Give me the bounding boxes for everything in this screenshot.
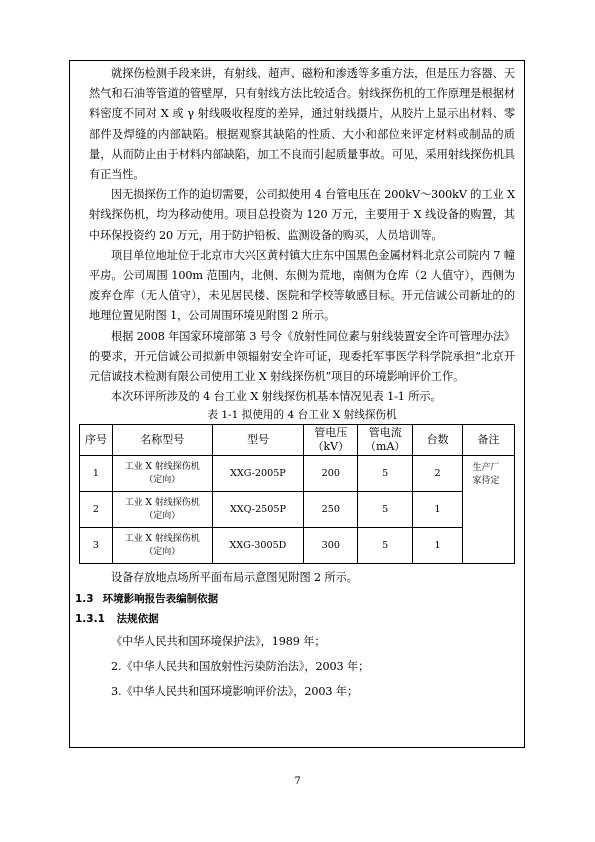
header-note: 备注 [463, 425, 515, 456]
header-model: 型号 [212, 425, 304, 456]
paragraph-3: 项目单位地址位于北京市大兴区黄村镇大庄东中国黑色金属材料北京公司院内 7 幢平房。公司周围 100m 范围内，北侧、东侧为荒地，南侧为仓库（2 人值守），西侧为废弃仓库（无人值守），未见居民楼、医院和学校等敏感目标。开元信诚公司新址的的地理位置见附图 1，公司周围环境见附图 2 所示。 [89, 248, 515, 323]
cell-name-line2: （定向） [144, 546, 181, 557]
subsection-number: 1.3.1 [75, 612, 105, 625]
cell-name-line2: （定向） [144, 510, 181, 521]
cell-name-line2: （定向） [144, 474, 181, 485]
cell-current: 5 [358, 456, 413, 492]
section-title: 环境影响报告表编制依据 [102, 592, 219, 605]
paragraph-2: 因无损探伤工作的迫切需要，公司拟使用 4 台管电压在 200kV～300kV 的工业 X 射线探伤机，均为移动使用。项目总投资为 120 万元，主要用于 X 线设备的购置，其中环保投资约 20 万元，用于防护铅板、监测设备的购买，人员培训等。 [89, 188, 515, 242]
header-name: 名称型号 [112, 425, 212, 456]
cell-voltage: 250 [304, 492, 358, 528]
cell-name-line1: 工业 X 射线探伤机 [124, 498, 200, 509]
after-table-text: 设备存放地点场所平面布局示意图见附图 2 所示。 [111, 571, 358, 585]
subsection-heading [75, 609, 515, 629]
section-number: 1.3 [75, 592, 94, 605]
cell-name-line1: 工业 X 射线探伤机 [124, 534, 200, 545]
cell-note [463, 456, 515, 564]
cell-name [112, 492, 212, 528]
header-count: 台数 [413, 425, 463, 456]
paragraph-1: 就探伤检测手段来讲，有射线、超声、磁粉和渗透等多重方法，但是压力容器、天然气和石油等管道的管壁厚，只有射线方法比较适合。射线探伤机的工作原理是根据材料密度不同对 X 或 γ 射线吸收程度的差异，通过射线摄片，从胶片上显示出材料、零部件及焊缝的内部缺陷。根据观察其缺陷的性质、大小和部位来评定材料或制品的质量，从而防止由于材料内部缺陷，加工不良而引起质量事故。可见，采用射线探伤机具有正当性。 [89, 67, 515, 182]
cell-voltage: 300 [304, 528, 358, 564]
note-text: 生产厂家待定 [472, 463, 500, 487]
paragraph-5: 本次环评所涉及的 4 台工业 X 射线探伤机基本情况见表 1-1 所示。 [111, 390, 442, 404]
document-body [75, 64, 515, 704]
cell-count: 1 [413, 492, 463, 528]
header-voltage: 管电压（kV） [304, 425, 358, 456]
header-current: 管电流（mA） [358, 425, 413, 456]
cell-current: 5 [358, 528, 413, 564]
law-item-2: 2.《中华人民共和国放射性污染防治法》，2003 年； [111, 659, 370, 673]
table-row [80, 456, 515, 492]
cell-no: 3 [80, 528, 113, 564]
cell-name [112, 456, 212, 492]
page-number: 7 [294, 776, 301, 787]
cell-model: XXG-2005P [212, 456, 304, 492]
table-row [80, 528, 515, 564]
cell-no: 2 [80, 492, 113, 528]
law-item-3: 3.《中华人民共和国环境影响评价法》，2003 年； [111, 684, 359, 698]
table-row [80, 492, 515, 528]
cell-model: XXG-3005D [212, 528, 304, 564]
header-no: 序号 [80, 425, 113, 456]
table-header-row [80, 425, 515, 456]
cell-name [112, 528, 212, 564]
equipment-table [79, 424, 515, 564]
cell-no: 1 [80, 456, 113, 492]
paragraph-4: 根据 2008 年国家环境部第 3 号令《放射性同位素与射线装置安全许可管理办法》的要求，开元信诚公司拟新申领辐射安全许可证，现委托军事医学科学院承担“北京开元信诚技术检测有限公司使用工业 X 射线探伤机”项目的环境影响评价工作。 [89, 329, 515, 384]
law-item-1: 《中华人民共和国环境保护法》，1989 年； [111, 634, 326, 648]
cell-current: 5 [358, 492, 413, 528]
subsection-title: 法规依据 [116, 612, 159, 625]
table-caption: 表 1-1 拟使用的 4 台工业 X 射线探伤机 [207, 409, 397, 422]
cell-voltage: 200 [304, 456, 358, 492]
cell-count: 2 [413, 456, 463, 492]
section-heading [75, 589, 515, 609]
cell-model: XXQ-2505P [212, 492, 304, 528]
cell-name-line1: 工业 X 射线探伤机 [124, 462, 200, 473]
cell-count: 1 [413, 528, 463, 564]
